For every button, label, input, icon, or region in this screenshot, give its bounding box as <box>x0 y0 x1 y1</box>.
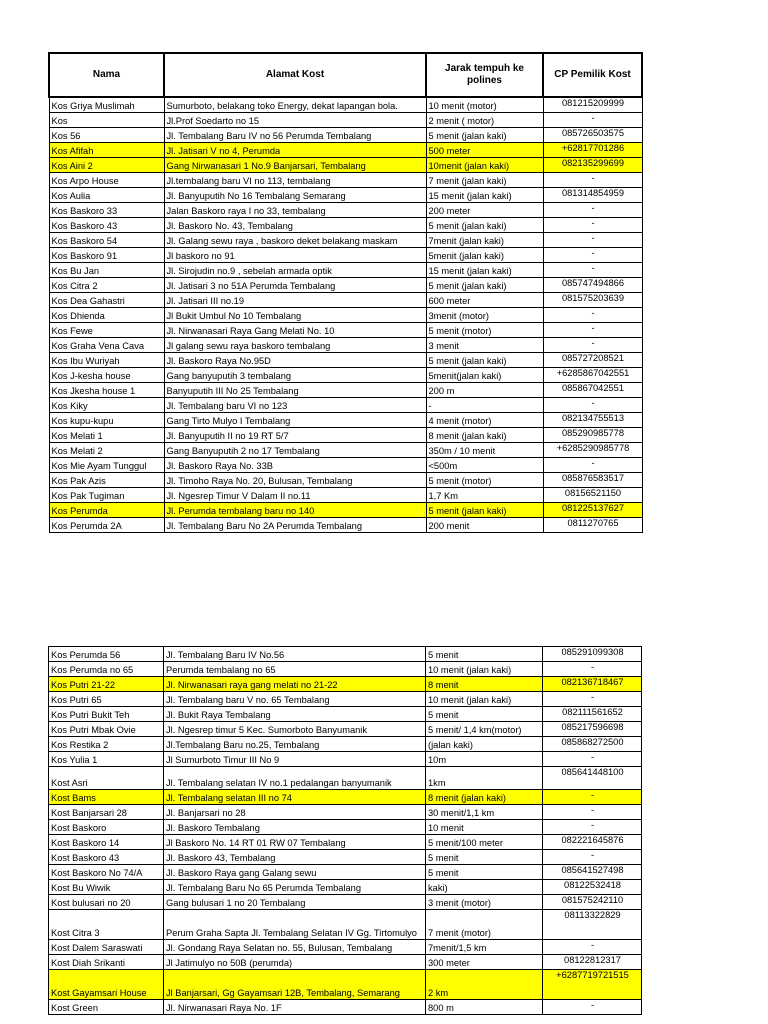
cell-nama: Kost Baskoro No 74/A <box>49 865 164 880</box>
cell-cp: 081575242110 <box>543 895 642 910</box>
cell-alamat: Jl.Tembalang Baru no.25, Tembalang <box>164 737 426 752</box>
cell-nama: Kos Aini 2 <box>49 158 164 173</box>
table-row <box>49 158 642 173</box>
header-alamat: Alamat Kost <box>164 53 426 97</box>
cell-jarak: 30 menit/1,1 km <box>426 805 543 820</box>
table-row <box>49 113 642 128</box>
cell-alamat: Jl. Nirwanasari Raya Gang Melati No. 10 <box>164 323 426 338</box>
table-row <box>49 218 642 233</box>
cell-jarak: 3menit (motor) <box>426 308 543 323</box>
cell-cp: - <box>543 752 642 767</box>
table-row <box>49 518 642 533</box>
table-row <box>49 233 642 248</box>
cell-nama: Kos 56 <box>49 128 164 143</box>
cell-cp: 082111561652 <box>543 707 642 722</box>
cell-cp: - <box>543 398 642 413</box>
header-jarak: Jarak tempuh ke polines <box>426 53 543 97</box>
cell-nama: Kos Baskoro 91 <box>49 248 164 263</box>
cell-cp: - <box>543 662 642 677</box>
cell-nama: Kos Griya Muslimah <box>49 97 164 113</box>
cell-jarak: 1km <box>426 767 543 790</box>
cell-jarak: 5menit(jalan kaki) <box>426 368 543 383</box>
table-row <box>49 338 642 353</box>
cell-nama: Kos Perumda 2A <box>49 518 164 533</box>
cell-nama: Kos Aulia <box>49 188 164 203</box>
cell-alamat: Jl Jatimulyo no 50B (perumda) <box>164 955 426 970</box>
cell-jarak: 8 menit (jalan kaki) <box>426 428 543 443</box>
cell-alamat: Perum Graha Sapta Jl. Tembalang Selatan IV Gg. Tirtomulyo <box>164 910 426 940</box>
cell-nama: Kost Bu Wiwik <box>49 880 164 895</box>
cell-cp: - <box>543 790 642 805</box>
cell-nama: Kost Bams <box>49 790 164 805</box>
cell-nama: Kos kupu-kupu <box>49 413 164 428</box>
cell-jarak: 8 menit <box>426 677 543 692</box>
table-row <box>49 248 642 263</box>
table-row <box>49 503 642 518</box>
cell-nama: Kos <box>49 113 164 128</box>
cell-jarak: 600 meter <box>426 293 543 308</box>
cell-cp: +62817701286 <box>543 143 642 158</box>
cell-nama: Kos Putri Mbak Ovie <box>49 722 164 737</box>
table-row <box>49 835 642 850</box>
cell-alamat: Jl. Ngesrep Timur V Dalam II no.11 <box>164 488 426 503</box>
cell-nama: Kost Baskoro 14 <box>49 835 164 850</box>
cell-jarak: 4 menit (motor) <box>426 413 543 428</box>
cell-jarak: 5 menit <box>426 707 543 722</box>
table-row <box>49 662 642 677</box>
header-nama: Nama <box>49 53 164 97</box>
cell-jarak: 10 menit <box>426 820 543 835</box>
cell-cp: +6287719721515 <box>543 970 642 1000</box>
cell-jarak: 5 menit (jalan kaki) <box>426 218 543 233</box>
table-row <box>49 970 642 1000</box>
cell-cp: - <box>543 850 642 865</box>
cell-nama: Kos Restika 2 <box>49 737 164 752</box>
cell-nama: Kos Perumda no 65 <box>49 662 164 677</box>
cell-alamat: Jl galang sewu raya baskoro tembalang <box>164 338 426 353</box>
cell-cp: 085290985778 <box>543 428 642 443</box>
cell-cp: - <box>543 233 642 248</box>
cell-alamat: Gang Banyuputih 2 no 17 Tembalang <box>164 443 426 458</box>
cell-alamat: Jl. Ngesrep timur 5 Kec. Sumorboto Banyumanik <box>164 722 426 737</box>
cell-cp: 085217596698 <box>543 722 642 737</box>
table-row <box>49 647 642 662</box>
cell-alamat: Jl baskoro no 91 <box>164 248 426 263</box>
cell-nama: Kos Baskoro 43 <box>49 218 164 233</box>
cell-nama: Kos Pak Azis <box>49 473 164 488</box>
cell-cp: - <box>543 940 642 955</box>
table-row <box>49 1000 642 1015</box>
cell-cp: - <box>543 323 642 338</box>
cell-cp: 081225137627 <box>543 503 642 518</box>
cell-alamat: Jl. Banyuputih No 16 Tembalang Semarang <box>164 188 426 203</box>
cell-cp: 085291099308 <box>543 647 642 662</box>
cell-nama: Kos Afifah <box>49 143 164 158</box>
cell-alamat: Gang banyuputih 3 tembalang <box>164 368 426 383</box>
table-row <box>49 203 642 218</box>
cell-jarak: 10m <box>426 752 543 767</box>
cell-cp: 081575203639 <box>543 293 642 308</box>
cell-alamat: Jl. Galang sewu raya , baskoro deket belakang maskam <box>164 233 426 248</box>
cell-jarak: 2 km <box>426 970 543 1000</box>
cell-alamat: Gang Nirwanasari 1 No.9 Banjarsari, Tembalang <box>164 158 426 173</box>
cell-alamat: Gang bulusari 1 no 20 Tembalang <box>164 895 426 910</box>
table-row <box>49 473 642 488</box>
cell-alamat: Jl. Tembalang baru V no. 65 Tembalang <box>164 692 426 707</box>
table-row <box>49 413 642 428</box>
cell-alamat: Jl. Sirojudin no.9 , sebelah armada optik <box>164 263 426 278</box>
cell-nama: Kos Kiky <box>49 398 164 413</box>
cell-jarak: 5 menit (motor) <box>426 323 543 338</box>
cell-cp: 082221645876 <box>543 835 642 850</box>
table-row <box>49 895 642 910</box>
cell-nama: Kost Diah Srikanti <box>49 955 164 970</box>
table-row <box>49 128 642 143</box>
table-row <box>49 428 642 443</box>
cell-cp: 085726503575 <box>543 128 642 143</box>
cell-nama: Kos Bu Jan <box>49 263 164 278</box>
cell-jarak: 5 menit/100 meter <box>426 835 543 850</box>
table-row <box>49 940 642 955</box>
table-row <box>49 443 642 458</box>
table-body-bottom <box>49 647 642 1015</box>
cell-cp: - <box>543 820 642 835</box>
cell-alamat: Jl. Baskoro Tembalang <box>164 820 426 835</box>
table-row <box>49 722 642 737</box>
cell-alamat: Jl.Prof Soedarto no 15 <box>164 113 426 128</box>
cell-jarak: 10 menit (jalan kaki) <box>426 662 543 677</box>
cell-nama: Kos Ibu Wuriyah <box>49 353 164 368</box>
cell-nama: Kos Perumda <box>49 503 164 518</box>
cell-nama: Kos Putri 65 <box>49 692 164 707</box>
cell-cp: - <box>543 458 642 473</box>
cell-jarak: 5 menit (jalan kaki) <box>426 128 543 143</box>
cell-jarak: <500m <box>426 458 543 473</box>
cell-nama: Kos Baskoro 54 <box>49 233 164 248</box>
cell-cp: 082136718467 <box>543 677 642 692</box>
cell-cp: 08156521150 <box>543 488 642 503</box>
cell-alamat: Jl. Nirwanasari Raya No. 1F <box>164 1000 426 1015</box>
cell-alamat: Jl Sumurboto Timur III No 9 <box>164 752 426 767</box>
cell-jarak: 8 menit (jalan kaki) <box>426 790 543 805</box>
cell-alamat: Jl. Banjarsari no 28 <box>164 805 426 820</box>
cell-jarak: 3 menit (motor) <box>426 895 543 910</box>
table-row <box>49 752 642 767</box>
cell-cp: - <box>543 308 642 323</box>
cell-alamat: Jl. Tembalang Baru IV no 56 Perumda Tembalang <box>164 128 426 143</box>
cell-jarak: 7menit/1,5 km <box>426 940 543 955</box>
cell-cp: +6285867042551 <box>543 368 642 383</box>
table-row <box>49 880 642 895</box>
cell-jarak: 200 menit <box>426 518 543 533</box>
cell-cp: 085876583517 <box>543 473 642 488</box>
table-row <box>49 707 642 722</box>
table-row <box>49 488 642 503</box>
table-row <box>49 805 642 820</box>
cell-jarak: - <box>426 398 543 413</box>
cell-cp: 08122532418 <box>543 880 642 895</box>
cell-cp: - <box>543 173 642 188</box>
cell-cp: 08122812317 <box>543 955 642 970</box>
cell-cp: 082135299699 <box>543 158 642 173</box>
cell-alamat: Jl. Jatisari III no.19 <box>164 293 426 308</box>
cell-alamat: Banyuputih III No 25 Tembalang <box>164 383 426 398</box>
table-row <box>49 353 642 368</box>
kost-table-top <box>48 52 643 533</box>
cell-cp: - <box>543 263 642 278</box>
cell-nama: Kos Perumda 56 <box>49 647 164 662</box>
cell-alamat: Sumurboto, belakang toko Energy, dekat lapangan bola. <box>164 97 426 113</box>
table-row <box>49 278 642 293</box>
cell-alamat: Jl. Jatisari 3 no 51A Perumda Tembalang <box>164 278 426 293</box>
cell-jarak: 2 menit ( motor) <box>426 113 543 128</box>
table-row <box>49 143 642 158</box>
kost-table-bottom <box>48 646 642 1015</box>
cell-cp: +6285290985778 <box>543 443 642 458</box>
table-row <box>49 263 642 278</box>
cell-cp: 085641448100 <box>543 767 642 790</box>
cell-jarak: 5 menit (jalan kaki) <box>426 503 543 518</box>
cell-nama: Kos Dea Gahastri <box>49 293 164 308</box>
cell-jarak: 7 menit (jalan kaki) <box>426 173 543 188</box>
cell-nama: Kos Melati 1 <box>49 428 164 443</box>
cell-cp: 0811270765 <box>543 518 642 533</box>
table-row <box>49 767 642 790</box>
cell-nama: Kos Melati 2 <box>49 443 164 458</box>
cell-jarak: 5 menit (jalan kaki) <box>426 278 543 293</box>
table-row <box>49 790 642 805</box>
cell-nama: Kos Fewe <box>49 323 164 338</box>
cell-nama: Kos Jkesha house 1 <box>49 383 164 398</box>
cell-nama: Kos Graha Vena Cava <box>49 338 164 353</box>
cell-alamat: Jl. Nirwanasari raya gang melati no 21-22 <box>164 677 426 692</box>
cell-jarak: 800 m <box>426 1000 543 1015</box>
cell-nama: Kos Arpo House <box>49 173 164 188</box>
cell-jarak: 7 menit (motor) <box>426 910 543 940</box>
cell-nama: Kos Dhienda <box>49 308 164 323</box>
table-row <box>49 398 642 413</box>
cell-cp: 085727208521 <box>543 353 642 368</box>
cell-nama: Kost Dalem Saraswati <box>49 940 164 955</box>
cell-alamat: Jl. Tembalang Baru IV No.56 <box>164 647 426 662</box>
cell-jarak: 10 menit (jalan kaki) <box>426 692 543 707</box>
cell-alamat: Jl. Tembalang selatan III no 74 <box>164 790 426 805</box>
cell-nama: Kos Putri 21-22 <box>49 677 164 692</box>
table-header-row <box>49 53 642 97</box>
header-cp: CP Pemilik Kost <box>543 53 642 97</box>
cell-jarak: 200 m <box>426 383 543 398</box>
cell-cp: 085867042551 <box>543 383 642 398</box>
table-row <box>49 677 642 692</box>
cell-nama: Kost Green <box>49 1000 164 1015</box>
cell-jarak: 300 meter <box>426 955 543 970</box>
table-row <box>49 737 642 752</box>
table-row <box>49 188 642 203</box>
cell-cp: - <box>543 113 642 128</box>
cell-cp: - <box>543 692 642 707</box>
cell-cp: 081215209999 <box>543 97 642 113</box>
cell-jarak: 5 menit <box>426 647 543 662</box>
cell-alamat: Jl. Baskoro Raya No. 33B <box>164 458 426 473</box>
cell-alamat: Jl. Timoho Raya No. 20, Bulusan, Tembalang <box>164 473 426 488</box>
cell-cp: - <box>543 805 642 820</box>
cell-nama: Kost Asri <box>49 767 164 790</box>
cell-alamat: Jl. Tembalang baru VI no 123 <box>164 398 426 413</box>
cell-jarak: 1,7 Km <box>426 488 543 503</box>
cell-jarak: 10 menit (motor) <box>426 97 543 113</box>
cell-cp: 08113322829 <box>543 910 642 940</box>
cell-jarak: 5 menit <box>426 850 543 865</box>
table-row <box>49 865 642 880</box>
cell-alamat: Gang Tirto Mulyo I Tembalang <box>164 413 426 428</box>
cell-nama: Kos Yulia 1 <box>49 752 164 767</box>
cell-cp: - <box>543 1000 642 1015</box>
cell-nama: Kos Putri Bukit Teh <box>49 707 164 722</box>
cell-nama: Kost Baskoro 43 <box>49 850 164 865</box>
cell-alamat: Jl. Baskoro Raya gang Galang sewu <box>164 865 426 880</box>
cell-alamat: Jl. Tembalang selatan IV no.1 pedalangan banyumanik <box>164 767 426 790</box>
table-row <box>49 955 642 970</box>
cell-alamat: Jl. Bukit Raya Tembalang <box>164 707 426 722</box>
table-row <box>49 97 642 113</box>
cell-jarak: (jalan kaki) <box>426 737 543 752</box>
cell-cp: 085868272500 <box>543 737 642 752</box>
cell-jarak: 200 meter <box>426 203 543 218</box>
table-row <box>49 910 642 940</box>
table-row <box>49 383 642 398</box>
cell-alamat: Jl Banjarsari, Gg Gayamsari 12B, Tembalang, Semarang <box>164 970 426 1000</box>
cell-jarak: 5 menit <box>426 865 543 880</box>
cell-jarak: 7menit (jalan kaki) <box>426 233 543 248</box>
cell-cp: 085747494866 <box>543 278 642 293</box>
cell-nama: Kos Pak Tugiman <box>49 488 164 503</box>
table-row <box>49 850 642 865</box>
cell-jarak: 5 menit/ 1,4 km(motor) <box>426 722 543 737</box>
cell-nama: Kost Gayamsari House <box>49 970 164 1000</box>
cell-alamat: Jl. Baskoro 43, Tembalang <box>164 850 426 865</box>
cell-alamat: Jalan Baskoro raya I no 33, tembalang <box>164 203 426 218</box>
table-row <box>49 323 642 338</box>
cell-cp: - <box>543 248 642 263</box>
cell-alamat: Jl Baskoro No. 14 RT 01 RW 07 Tembalang <box>164 835 426 850</box>
cell-jarak: kaki) <box>426 880 543 895</box>
cell-nama: Kos Mie Ayam Tunggul <box>49 458 164 473</box>
cell-alamat: Jl. Perumda tembalang baru no 140 <box>164 503 426 518</box>
cell-cp: - <box>543 218 642 233</box>
cell-cp: - <box>543 203 642 218</box>
cell-alamat: Jl.tembalang baru VI no 113, tembalang <box>164 173 426 188</box>
cell-cp: 082134755513 <box>543 413 642 428</box>
cell-jarak: 10menit (jalan kaki) <box>426 158 543 173</box>
cell-jarak: 5menit (jalan kaki) <box>426 248 543 263</box>
cell-jarak: 15 menit (jalan kaki) <box>426 263 543 278</box>
cell-alamat: Jl. Tembalang Baru No 65 Perumda Tembalang <box>164 880 426 895</box>
cell-alamat: Jl Bukit Umbul No 10 Tembalang <box>164 308 426 323</box>
table-row <box>49 368 642 383</box>
cell-alamat: Jl. Gondang Raya Selatan no. 55, Bulusan, Tembalang <box>164 940 426 955</box>
cell-cp: 085641527498 <box>543 865 642 880</box>
cell-jarak: 5 menit (motor) <box>426 473 543 488</box>
cell-nama: Kost Banjarsari 28 <box>49 805 164 820</box>
cell-alamat: Jl. Tembalang Baru No 2A Perumda Tembalang <box>164 518 426 533</box>
cell-nama: Kos Citra 2 <box>49 278 164 293</box>
table-row <box>49 293 642 308</box>
cell-jarak: 3 menit <box>426 338 543 353</box>
cell-nama: Kost bulusari no 20 <box>49 895 164 910</box>
table-row <box>49 458 642 473</box>
cell-alamat: Jl. Baskoro No. 43, Tembalang <box>164 218 426 233</box>
cell-alamat: Jl. Jatisari V no 4, Perumda <box>164 143 426 158</box>
cell-jarak: 15 menit (jalan kaki) <box>426 188 543 203</box>
table-row <box>49 820 642 835</box>
cell-nama: Kost Citra 3 <box>49 910 164 940</box>
cell-alamat: Jl. Banyuputih II no 19 RT 5/7 <box>164 428 426 443</box>
table-row <box>49 173 642 188</box>
cell-nama: Kos J-kesha house <box>49 368 164 383</box>
cell-alamat: Jl. Baskoro Raya No.95D <box>164 353 426 368</box>
cell-alamat: Perumda tembalang no 65 <box>164 662 426 677</box>
cell-jarak: 500 meter <box>426 143 543 158</box>
table-row <box>49 308 642 323</box>
cell-jarak: 5 menit (jalan kaki) <box>426 353 543 368</box>
table-row <box>49 692 642 707</box>
cell-nama: Kost Baskoro <box>49 820 164 835</box>
table-body-top <box>49 97 642 533</box>
cell-jarak: 350m / 10 menit <box>426 443 543 458</box>
cell-cp: - <box>543 338 642 353</box>
cell-cp: 081314854959 <box>543 188 642 203</box>
cell-nama: Kos Baskoro 33 <box>49 203 164 218</box>
